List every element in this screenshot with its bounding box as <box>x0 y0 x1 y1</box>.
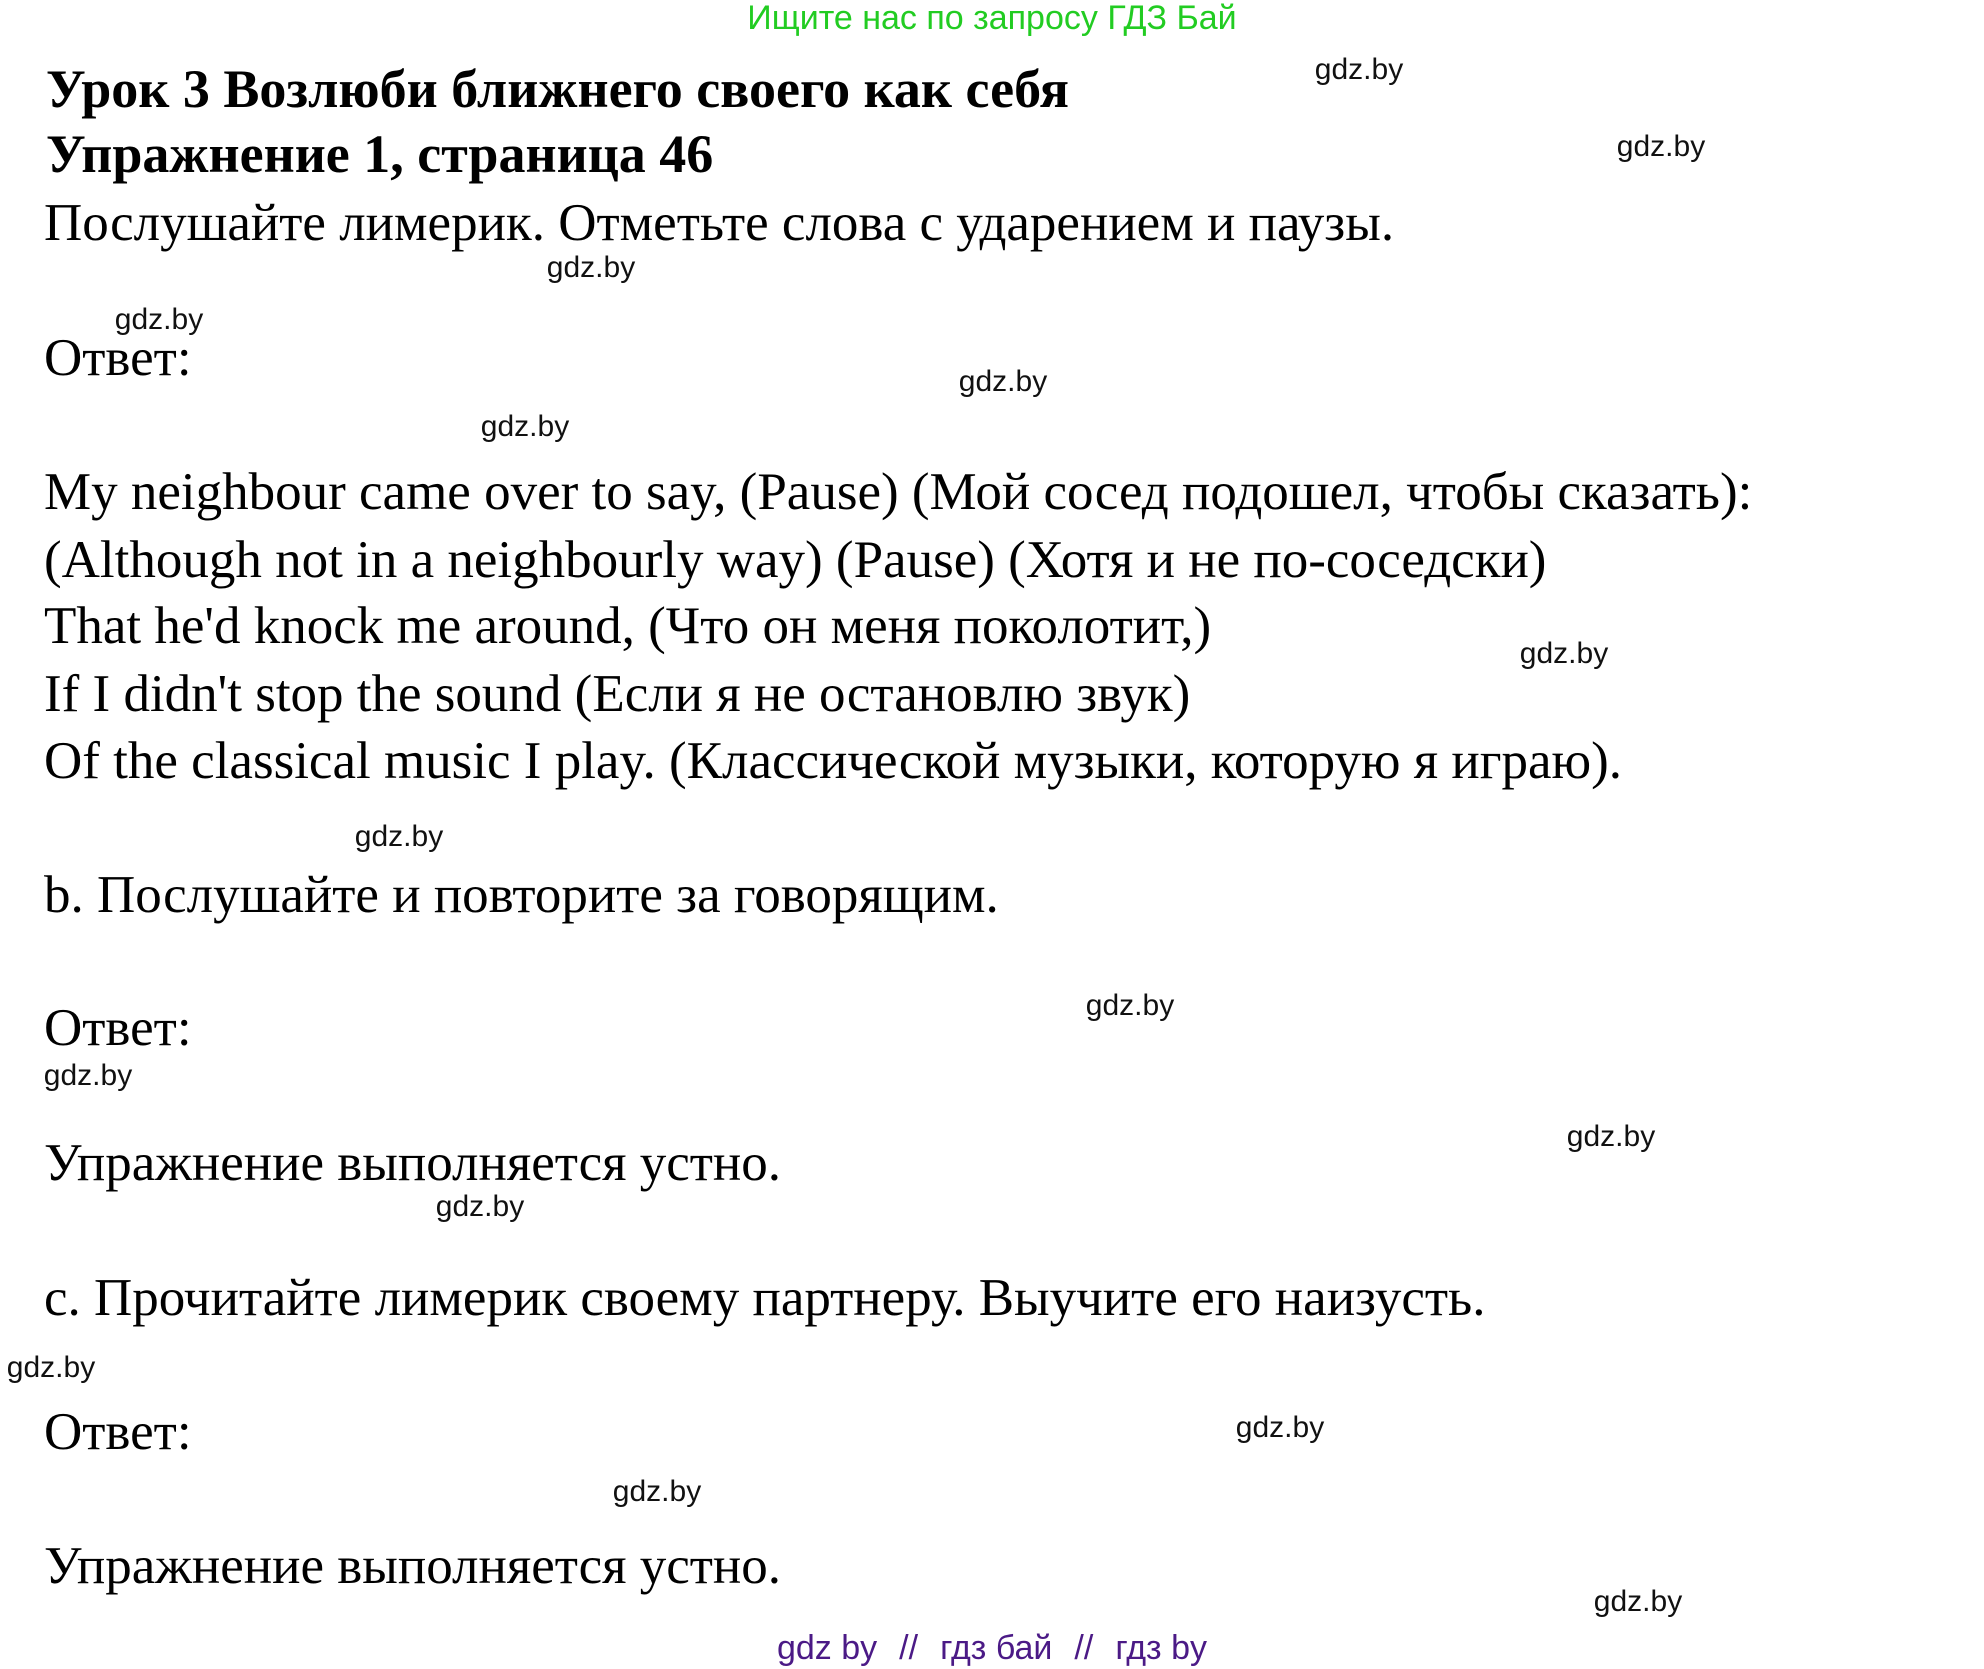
answer-label-3: Ответ: <box>44 1403 192 1461</box>
task-b-instruction: b. Послушайте и повторите за говорящим. <box>44 866 999 924</box>
watermark: gdz.by <box>1519 637 1609 670</box>
search-hint-link[interactable]: Ищите нас по запросу ГДЗ Бай <box>747 0 1237 37</box>
watermark: gdz.by <box>1593 1585 1683 1618</box>
watermark: gdz.by <box>43 1059 133 1092</box>
poem-line-2: (Although not in a neighbourly way) (Pause) (Хотя и не по-соседски) <box>44 531 1547 589</box>
task-c-instruction: c. Прочитайте лимерик своему партнеру. Выучите его наизусть. <box>44 1269 1486 1327</box>
watermark: gdz.by <box>612 1475 702 1508</box>
watermark: gdz.by <box>1085 989 1175 1022</box>
watermark: gdz.by <box>435 1190 525 1223</box>
watermark: gdz.by <box>1566 1120 1656 1153</box>
poem-line-4: If I didn't stop the sound (Если я не остановлю звук) <box>44 665 1191 723</box>
watermark: gdz.by <box>1235 1411 1325 1444</box>
watermark: gdz.by <box>354 820 444 853</box>
footer-link-gdz-bai[interactable]: гдз бай <box>940 1629 1053 1667</box>
task-a-instruction: Послушайте лимерик. Отметьте слова с ударением и паузы. <box>44 194 1395 252</box>
footer-links <box>0 1631 1984 1665</box>
footer-link-gdz-by[interactable]: gdz by <box>776 1629 878 1667</box>
poem-line-3: That he'd knock me around, (Что он меня поколотит,) <box>44 597 1212 655</box>
watermark: gdz.by <box>958 365 1048 398</box>
poem-line-1: My neighbour came over to say, (Pause) (Мой сосед подошел, чтобы сказать): <box>44 463 1753 521</box>
watermark: gdz.by <box>6 1351 96 1384</box>
footer-separator: // <box>1074 1629 1094 1667</box>
answer-b-text: Упражнение выполняется устно. <box>44 1134 782 1192</box>
footer-link-gdz-by-cyr[interactable]: гдз by <box>1115 1629 1207 1667</box>
exercise-title: Упражнение 1, страница 46 <box>46 124 714 184</box>
answer-c-text: Упражнение выполняется устно. <box>44 1537 782 1595</box>
footer-separator: // <box>899 1629 919 1667</box>
watermark: gdz.by <box>546 251 636 284</box>
lesson-title: Урок 3 Возлюби ближнего своего как себя <box>46 59 1069 119</box>
watermark: gdz.by <box>1616 130 1706 163</box>
answer-label-1: Ответ: <box>44 329 192 387</box>
watermark: gdz.by <box>1314 53 1404 86</box>
watermark: gdz.by <box>480 410 570 443</box>
poem-line-5: Of the classical music I play. (Классической музыки, которую я играю). <box>44 732 1622 790</box>
watermark: gdz.by <box>114 303 204 336</box>
answer-label-2: Ответ: <box>44 999 192 1057</box>
